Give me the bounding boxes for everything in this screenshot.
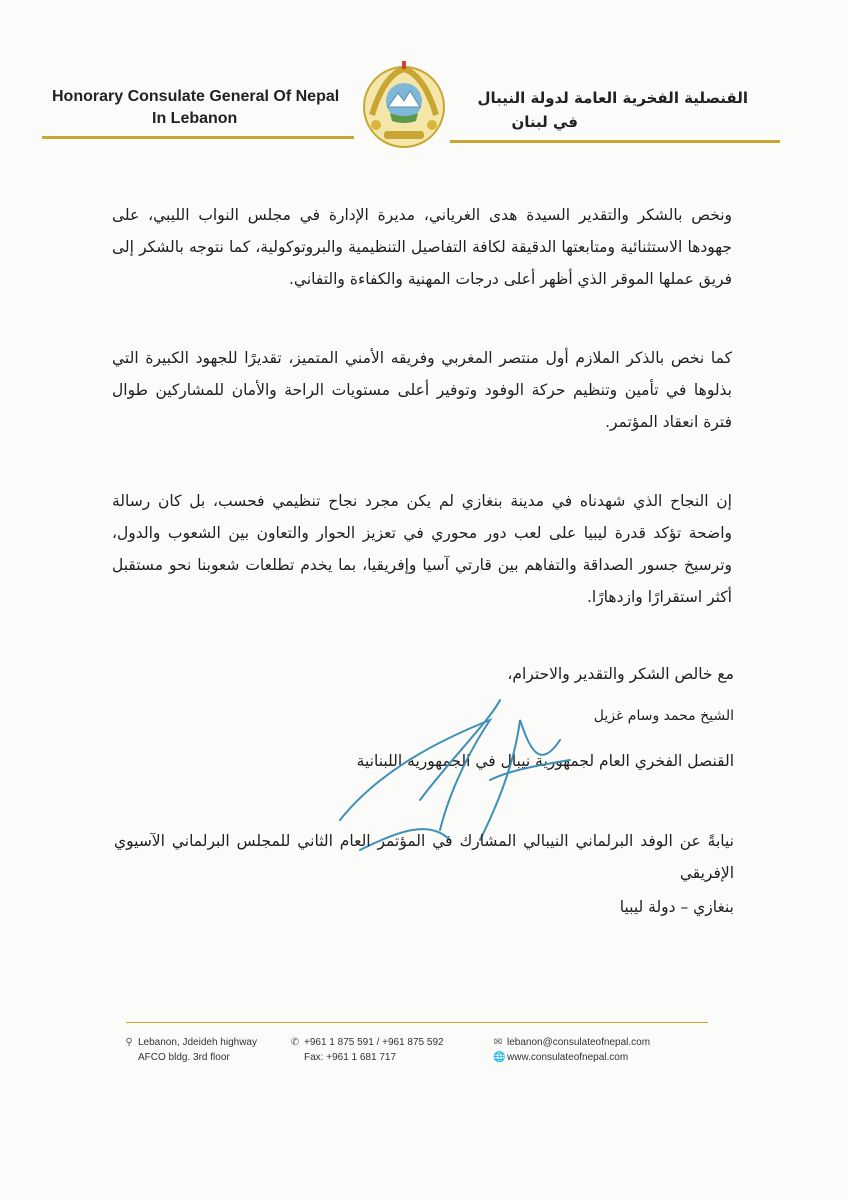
signer-name: الشيخ محمد وسام غزيل [593, 708, 734, 724]
fax-number: Fax: +961 1 681 717 [304, 1052, 397, 1063]
paragraph-success-message: إن النجاح الذي شهدناه في مدينة بنغازي لم يكن مجرد نجاح تنظيمي فحسب، بل كان رسالة واضحة تؤكد قدرة ليبيا على لعب دور محوري في تعزيز الحوار والتعاون بين الشعوب والدول، وترسيخ جسور الصداقة والتفاهم بين قارتي آسيا وإفريقيا، بما يخدم تطلعات شعوبنا نحو مستقبل أكثر استقرارًا وازدهارًا. [112, 492, 732, 606]
footer-address [124, 1035, 257, 1065]
address-line2: AFCO bldg. 3rd floor [138, 1052, 230, 1063]
footer-divider [126, 1022, 708, 1023]
phone-numbers: +961 1 875 591 / +961 875 592 [304, 1037, 444, 1048]
header-divider-right [450, 140, 780, 143]
header-ar-line2: في لبنان [511, 113, 578, 131]
globe-icon: 🌐 [493, 1052, 506, 1063]
footer-contact [493, 1035, 650, 1065]
paragraph-thanks-management: ونخص بالشكر والتقدير السيدة هدى الغرياني، مديرة الإدارة في مجلس النواب الليبي، على جهودها الاستثنائية ومتابعتها الدقيقة لكافة التفاصيل التنظيمية والبروتوكولية، كما نتوجه بالشكر إلى فريق عملها الموقر الذي أظهر أعلى درجات المهنية والكفاءة والتفاني. [112, 206, 732, 288]
location-pin-icon: ⚲ [125, 1037, 133, 1048]
header-en-line1: Honorary Consulate General Of Nepal [52, 88, 340, 105]
header-ar-line1: القنصلية الفخرية العامة لدولة النيبال [477, 89, 748, 107]
signer-title: القنصل الفخري العام لجمهورية نيبال في الجمهورية اللبنانية [356, 752, 734, 770]
phone-icon: ✆ [290, 1037, 300, 1048]
email-link[interactable]: lebanon@consulateofnepal.com [507, 1037, 651, 1048]
paragraph-thanks-security: كما نخص بالذكر الملازم أول منتصر المغربي وفريقه الأمني المتميز، تقديرًا للجهود الكبيرة التي بذلوها في تأمين وتنظيم حركة الوفود وتوفير أعلى مستويات الراحة والأمان للمشاركين طوال فترة انعقاد المؤتمر. [112, 349, 732, 431]
footer-phone [290, 1035, 444, 1065]
paragraph-on-behalf: نيابةً عن الوفد البرلماني النيبالي المشارك في المؤتمر العام الثاني للمجلس البرلماني الآسيوي الإفريقي [114, 832, 734, 882]
location-line: بنغازي – دولة ليبيا [619, 898, 734, 916]
header-en-line2: In Lebanon [152, 110, 238, 127]
closing-line: مع خالص الشكر والتقدير والاحترام، [507, 665, 734, 683]
header-divider-left [42, 136, 354, 139]
header-arabic [428, 86, 748, 134]
website-link[interactable]: www.consulateofnepal.com [507, 1052, 629, 1063]
email-icon: ✉ [493, 1037, 503, 1048]
header-english [42, 86, 342, 130]
address-line1: Lebanon, Jdeideh highway [138, 1037, 257, 1048]
